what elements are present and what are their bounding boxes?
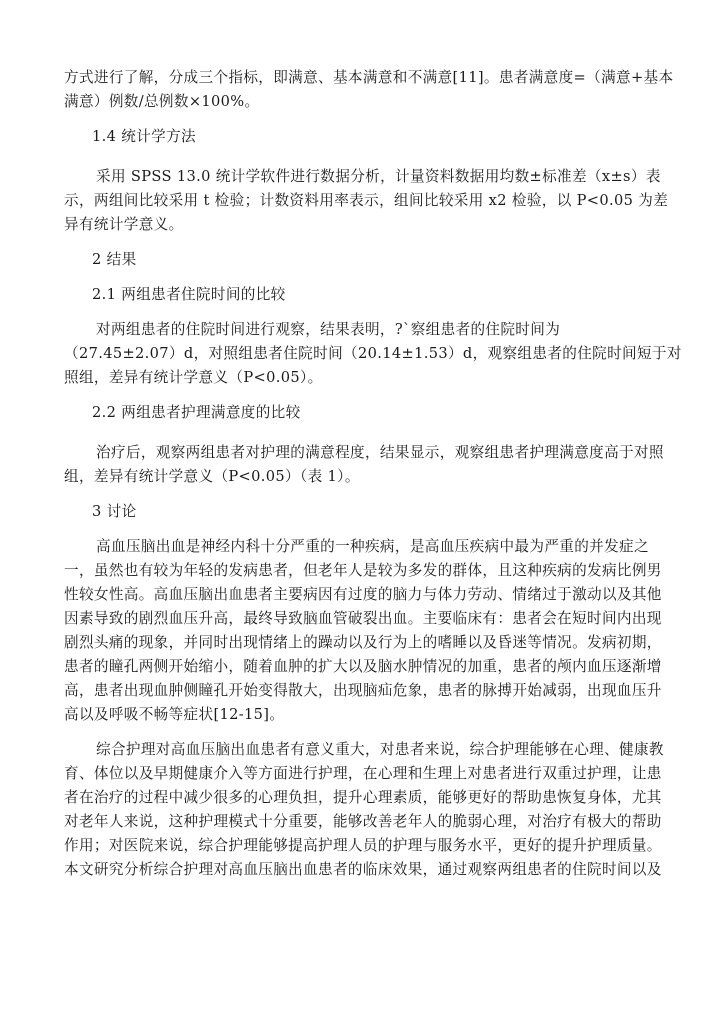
section-heading-2-2: 2.2 两组患者护理满意度的比较 — [92, 404, 301, 421]
text-line: 一，虽然也有较为年轻的发病患者，但老年人是较为多发的群体，且这种疾病的发病比例男 — [64, 562, 662, 579]
text-line: 作用；对医院来说，综合护理能够提高护理人员的护理与服务水平，更好的提升护理质量。 — [64, 837, 662, 854]
text-line: 患者的瞳孔两侧开始缩小，随着血肿的扩大以及脑水肿情况的加重，患者的颅内血压逐渐增 — [64, 658, 662, 675]
paragraph-satisfaction-method — [64, 66, 674, 114]
text-line: 治疗后，观察两组患者对护理的满意程度，结果显示，观察组患者护理满意度高于对照 — [96, 444, 664, 461]
text-line: 对两组患者的住院时间进行观察，结果表明，?`察组患者的住院时间为 — [96, 321, 561, 338]
text-line: 本文研究分析综合护理对高血压脑出血患者的临床效果，通过观察两组患者的住院时间以及 — [64, 861, 662, 878]
text-line: 综合护理对高血压脑出血患者有意义重大，对患者来说，综合护理能够在心理、健康教 — [96, 741, 664, 758]
text-line: 示，两组间比较采用 t 检验；计数资料用率表示，组间比较采用 x2 检验，以 P<0.05 为差 — [64, 192, 669, 209]
text-line: 高血压脑出血是神经内科十分严重的一种疾病，是高血压疾病中最为严重的并发症之 — [96, 538, 649, 555]
section-heading-3: 3 讨论 — [92, 503, 137, 520]
text-line: 方式进行了解，分成三个指标，即满意、基本满意和不满意[11]。患者满意度=（满意+基本 — [64, 69, 674, 86]
text-line: 采用 SPSS 13.0 统计学软件进行数据分析，计量资料数据用均数±标准差（x±s）表 — [96, 168, 661, 185]
text-line: 照组，差异有统计学意义（P<0.05）。 — [64, 369, 323, 386]
text-line: 组，差异有统计学意义（P<0.05）（表 1）。 — [64, 468, 360, 485]
text-line: 高，患者出现血肿侧瞳孔开始变得散大，出现脑疝危象，患者的脉搏开始减弱，出现血压升 — [64, 682, 662, 699]
text-line: 者在治疗的过程中减少很多的心理负担，提升心理素质，能够更好的帮助患恢复身体，尤其 — [64, 789, 662, 806]
text-line: 异有统计学意义。 — [64, 216, 184, 233]
text-line: （27.45±2.07）d，对照组患者住院时间（20.14±1.53）d，观察组患者的住院时间短于对 — [64, 345, 682, 362]
text-line: 性较女性高。高血压脑出血患者主要病因有过度的脑力与体力劳动、情绪过于激动以及其他 — [64, 586, 662, 603]
section-heading-2-1: 2.1 两组患者住院时间的比较 — [92, 286, 286, 303]
text-line: 育、体位以及早期健康介入等方面进行护理，在心理和生理上对患者进行双重过护理，让患 — [64, 765, 662, 782]
paragraph-discussion-nursing — [64, 738, 664, 882]
paragraph-satisfaction-result — [64, 441, 664, 489]
paragraph-discussion-disease — [64, 535, 660, 727]
section-heading-1-4: 1.4 统计学方法 — [92, 128, 196, 145]
text-line: 对老年人来说，这种护理模式十分重要，能够改善老年人的脆弱心理，对治疗有极大的帮助 — [64, 813, 662, 830]
paragraph-hospital-stay — [64, 318, 682, 390]
text-line: 高以及呼吸不畅等症状[12-15]。 — [64, 706, 285, 723]
text-line: 满意）例数/总例数×100%。 — [64, 93, 260, 110]
text-line: 剧烈头痛的现象，并同时出现情绪上的躁动以及行为上的嗜睡以及昏迷等情况。发病初期， — [64, 634, 662, 651]
text-line: 因素导致的剧烈血压升高，最终导致脑血管破裂出血。主要临床有：患者会在短时间内出现 — [64, 610, 662, 627]
paragraph-statistics — [64, 165, 669, 237]
section-heading-2: 2 结果 — [92, 251, 137, 268]
